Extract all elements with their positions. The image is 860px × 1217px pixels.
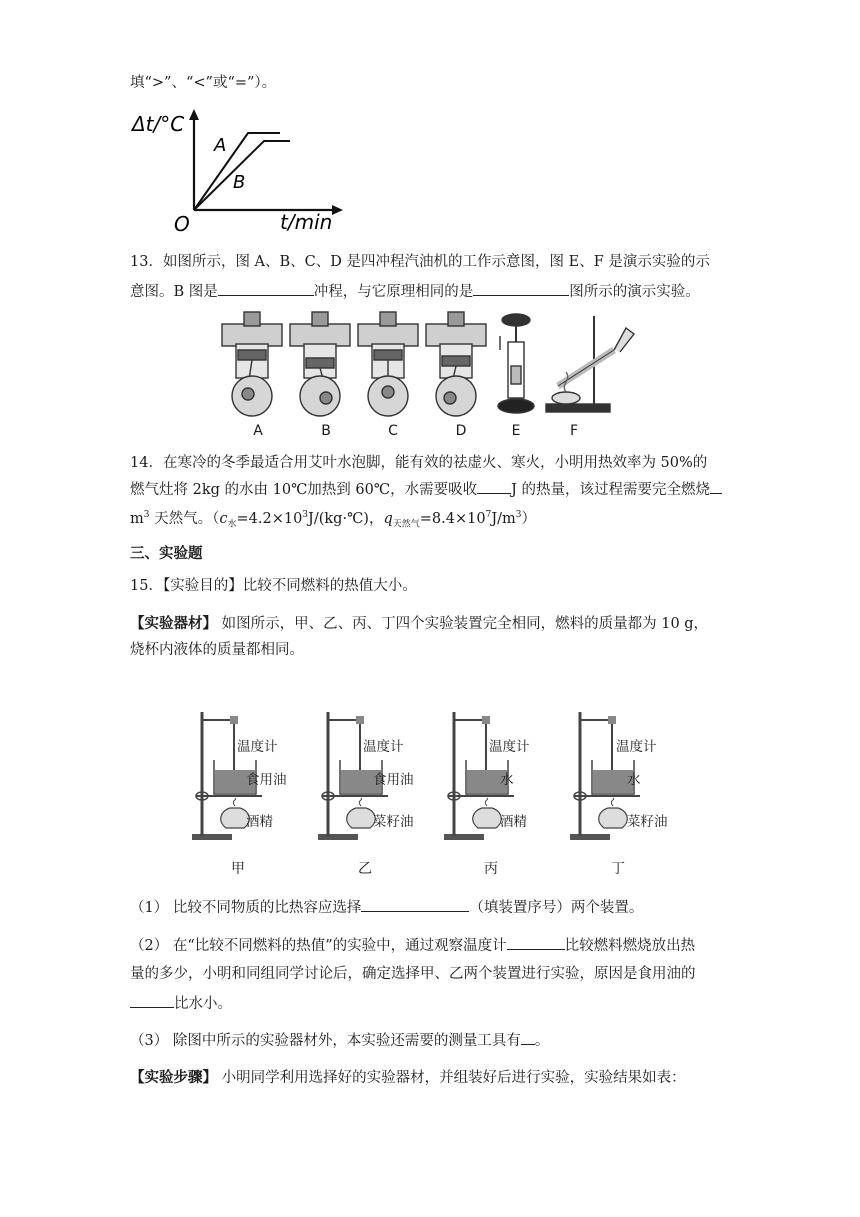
q-symbol: q (383, 510, 393, 527)
q14-unit-exp: 3 (143, 510, 150, 520)
section-heading: 三、实验题 (130, 546, 203, 562)
q14-text-b: J 的热量，该过程需要完全燃烧 (511, 482, 710, 498)
q13-text-a: 意图。B 图是 (130, 284, 218, 300)
q13-blank-2[interactable] (473, 281, 569, 296)
q15-sub2-line3 (130, 993, 232, 1014)
q12-tail-text: 填“>”、“<”或“=”）。 (130, 75, 277, 91)
q15-equipment-text: 如图所示，甲、乙、丙、丁四个实验装置完全相同，燃料的质量都为 10 g， (217, 616, 709, 632)
q-value: =8.4×10 (419, 510, 486, 527)
q14-close: ） (521, 510, 536, 527)
graph-label-a: A (214, 135, 227, 156)
q15-sub2-blank-2[interactable] (130, 993, 174, 1008)
apparatus-bing-thermo: 温度计 (489, 739, 530, 755)
q15-steps-text: 小明同学利用选择好的实验器材，并组装好后进行实验，实验结果如表： (217, 1070, 686, 1086)
q15-purpose-text: 比较不同燃料的热值大小。 (242, 578, 417, 594)
q15-sub3-text-b: 。 (534, 1033, 550, 1049)
q14-blank-volume[interactable] (710, 479, 722, 494)
q13-text-b: 冲程，与它原理相同的是 (313, 284, 474, 300)
q14-text-a: 燃气灶将 2kg 的水由 10℃加热到 60℃，水需要吸收 (130, 482, 478, 498)
q15-sub3 (130, 1030, 549, 1051)
q13-blank-1[interactable] (218, 281, 314, 296)
q14-unit-m: m (130, 510, 144, 527)
q15-sub3-blank[interactable] (521, 1030, 535, 1045)
apparatus-yi-thermo: 温度计 (363, 739, 404, 755)
x-axis-arrow (332, 205, 343, 215)
c-subscript: 水 (227, 519, 237, 530)
q15-equipment-line1 (130, 614, 708, 634)
figure-label-e: E (511, 423, 521, 439)
compression-syringe-icon (498, 314, 534, 413)
apparatus-ding-liquid: 水 (627, 772, 641, 788)
q15-sub2-text-b: 比较燃料燃烧放出热 (564, 938, 696, 954)
apparatus-caption-jia: 甲 (231, 861, 245, 877)
figure-label-d: D (455, 423, 467, 439)
figure-label-c: C (388, 423, 398, 439)
apparatus-caption-bing: 丙 (484, 861, 498, 877)
c-unit: J/(kg·℃)， (308, 510, 384, 527)
q13-line1: 13．如图所示，图 A、B、C、D 是四冲程汽油机的工作示意图，图 E、F 是演示实验的示 (130, 254, 710, 270)
q15-sub2-line2: 量的多少，小明和同组同学讨论后，确定选择甲、乙两个装置进行实验，原因是食用油的 (130, 966, 696, 982)
engine-b-icon (290, 312, 350, 416)
q15-sub2-line1 (130, 935, 695, 956)
q15-sub1 (130, 897, 643, 918)
temperature-time-graph (128, 105, 348, 235)
c-value: =4.2×10 (236, 510, 303, 527)
c-exponent: 3 (302, 510, 309, 520)
apparatus-jia-liquid: 食用油 (246, 772, 287, 788)
graph-ylabel: Δt/°C (132, 112, 185, 136)
apparatus-yi-fuel: 菜籽油 (373, 814, 414, 830)
q13-line2 (130, 281, 700, 302)
q15-equipment-line2: 烧杯内液体的质量都相同。 (130, 642, 304, 658)
y-axis-arrow (189, 109, 199, 120)
q13-text-c: 图所示的演示实验。 (569, 284, 700, 300)
q15-number: 15． (130, 578, 163, 594)
engine-c-icon (358, 312, 418, 416)
apparatus-yi-liquid: 食用油 (373, 772, 414, 788)
q-subscript: 天然气 (392, 519, 420, 530)
apparatus-jia-fuel: 酒精 (246, 814, 273, 830)
apparatus-bing-liquid: 水 (500, 772, 514, 788)
figure-label-f: F (569, 423, 579, 439)
q15-steps (130, 1068, 686, 1088)
q14-text-c: 天然气。（ (149, 510, 220, 527)
graph-origin: O (174, 212, 190, 235)
q15-steps-tag: 【实验步骤】 (130, 1070, 217, 1086)
steam-test-tube-icon (546, 316, 634, 412)
figure-label-a: A (253, 423, 263, 439)
q-unit-exponent: 3 (515, 510, 522, 520)
q15-sub1-text-a: （1） 比较不同物质的比热容应选择 (130, 900, 362, 916)
q15-sub1-text-b: （填装置序号）两个装置。 (469, 900, 644, 916)
q15-equipment-tag: 【实验器材】 (130, 616, 217, 632)
q15-sub2-text-a: （2） 在“比较不同燃料的热值”的实验中，通过观察温度计 (130, 938, 507, 954)
figure-label-b: B (321, 423, 331, 439)
q14-blank-heat[interactable] (477, 479, 511, 494)
q15-sub1-blank[interactable] (361, 897, 469, 912)
graph-xlabel: t/min (280, 210, 333, 234)
engine-d-icon (426, 312, 486, 416)
q-exponent: 7 (485, 510, 492, 520)
q15-purpose (130, 576, 417, 596)
q14-line3 (130, 505, 536, 535)
q15-sub2-blank-1[interactable] (507, 935, 565, 950)
q-unit: J/m (491, 510, 516, 527)
apparatus-jia-thermo: 温度计 (237, 739, 278, 755)
apparatus-bing-fuel: 酒精 (500, 814, 527, 830)
graph-label-b: B (233, 172, 246, 193)
c-symbol: c (219, 510, 228, 527)
q14-line2 (130, 479, 722, 500)
q15-sub2-text-d: 比水小。 (174, 996, 232, 1012)
apparatus-ding-thermo: 温度计 (616, 739, 657, 755)
apparatus-caption-ding: 丁 (611, 861, 625, 877)
apparatus-caption-yi: 乙 (358, 861, 372, 877)
engine-strokes-figure (218, 306, 638, 420)
q14-line1: 14．在寒冷的冬季最适合用艾叶水泡脚，能有效的祛虚火、寒火，小明用热效率为 50%的 (130, 455, 708, 471)
engine-a-icon (222, 312, 282, 416)
q15-purpose-tag: 【实验目的】 (162, 578, 243, 594)
q15-sub3-text-a: （3） 除图中所示的实验器材外，本实验还需要的测量工具有 (130, 1033, 521, 1049)
apparatus-ding-fuel: 菜籽油 (627, 814, 668, 830)
